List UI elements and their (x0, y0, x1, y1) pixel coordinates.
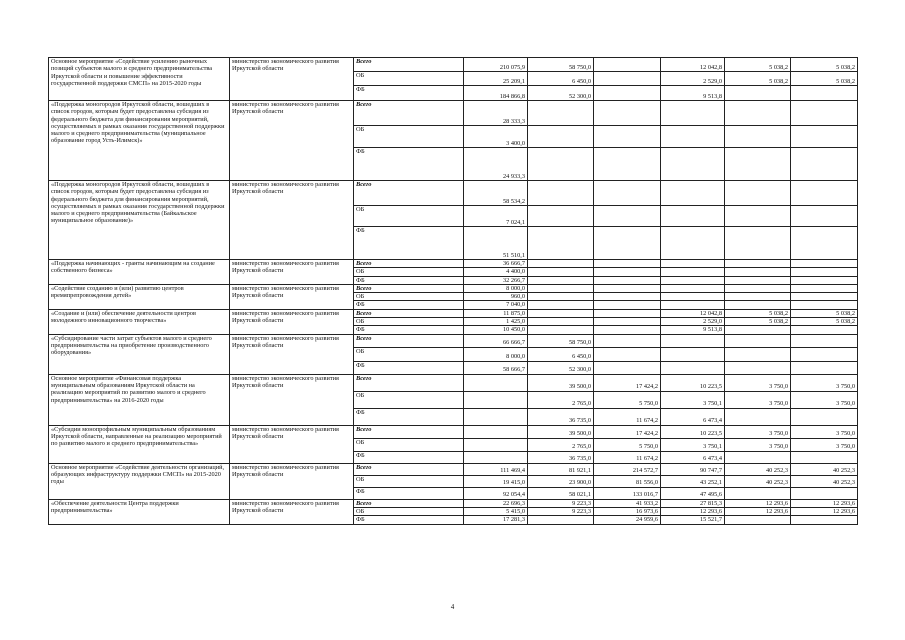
amount-cell (725, 227, 791, 260)
amount-cell (661, 334, 725, 347)
funding-source-cell: Всего (354, 58, 464, 72)
amount-cell: 9 513,8 (661, 86, 725, 101)
amount-cell (791, 284, 858, 292)
amount-cell (464, 408, 528, 425)
amount-cell (725, 516, 791, 524)
amount-cell: 3 750,1 (661, 391, 725, 408)
page-number: 4 (450, 603, 455, 611)
amount-cell (528, 293, 594, 301)
amount-cell (725, 293, 791, 301)
amount-cell: 960,0 (464, 293, 528, 301)
amount-cell: 11 674,2 (594, 408, 661, 425)
amount-cell: 16 973,6 (594, 507, 661, 515)
amount-cell: 32 266,7 (464, 276, 528, 284)
amount-cell: 10 450,0 (464, 326, 528, 334)
table-row (49, 463, 858, 475)
table-row (49, 425, 858, 438)
amount-cell (725, 451, 791, 463)
amount-cell: 3 750,0 (791, 438, 858, 451)
amount-cell: 81 921,1 (528, 463, 594, 475)
funding-source-cell: ОБ (354, 391, 464, 408)
amount-cell: 40 252,3 (725, 463, 791, 475)
amount-cell: 15 521,7 (661, 516, 725, 524)
amount-cell: 3 750,0 (725, 425, 791, 438)
amount-cell (594, 284, 661, 292)
amount-cell (464, 425, 528, 438)
measure-name-cell: Основное мероприятие «Финансовая поддержка муниципальным образованиям Иркутской области на реализацию мероприятий по развитию малого и среднего предпринимательства» на 2016-2020 годы (49, 374, 230, 425)
amount-cell: 6 473,4 (661, 451, 725, 463)
amount-cell (594, 361, 661, 374)
funding-source-cell: ФБ (354, 227, 464, 260)
amount-cell: 4 400,0 (464, 268, 528, 276)
amount-cell: 5 038,2 (725, 309, 791, 317)
amount-cell (594, 101, 661, 126)
amount-cell: 12 042,8 (661, 58, 725, 72)
measure-name-cell: «Содействие созданию и (или) развитию центров времяпрепровождения детей» (49, 284, 230, 309)
amount-cell (725, 260, 791, 268)
amount-cell (661, 101, 725, 126)
amount-cell (791, 301, 858, 309)
amount-cell: 43 252,1 (661, 475, 725, 487)
amount-cell (528, 268, 594, 276)
amount-cell (791, 268, 858, 276)
amount-cell: 52 300,0 (528, 86, 594, 101)
funding-source-cell: ОБ (354, 475, 464, 487)
amount-cell (791, 148, 858, 181)
amount-cell: 6 473,4 (661, 408, 725, 425)
budget-table-sheet (48, 57, 857, 525)
executor-cell: министерство экономического развития Иркутской области (230, 374, 354, 425)
amount-cell (725, 181, 791, 206)
amount-cell: 1 425,0 (464, 318, 528, 326)
amount-cell (661, 126, 725, 148)
executor-cell: министерство экономического развития Иркутской области (230, 425, 354, 463)
amount-cell (791, 516, 858, 524)
amount-cell (594, 58, 661, 72)
amount-cell (594, 126, 661, 148)
amount-cell (791, 293, 858, 301)
amount-cell (661, 268, 725, 276)
amount-cell: 39 500,0 (528, 425, 594, 438)
executor-cell: министерство экономического развития Иркутской области (230, 181, 354, 260)
amount-cell (791, 347, 858, 361)
measure-name-cell: «Поддержка моногородов Иркутской области, вошедших в список городов, которым будет предоставлена субсидия из федерального бюджета для финансирования мероприятий, осуществляемых в рамках оказания государственной поддержки малого и среднего предпринимательства (муниципальное образование город Усть-Илимск)» (49, 101, 230, 181)
measure-name-cell: «Поддержка начинающих - гранты начинающим на создание собственного бизнеса» (49, 260, 230, 285)
amount-cell: 12 293,6 (661, 507, 725, 515)
amount-cell (594, 260, 661, 268)
funding-source-cell: ОБ (354, 318, 464, 326)
amount-cell (661, 148, 725, 181)
amount-cell: 3 750,0 (725, 374, 791, 391)
amount-cell: 5 038,2 (725, 318, 791, 326)
amount-cell (725, 126, 791, 148)
amount-cell: 23 900,0 (528, 475, 594, 487)
amount-cell: 3 750,1 (661, 438, 725, 451)
funding-source-cell: Всего (354, 463, 464, 475)
funding-source-cell: ОБ (354, 206, 464, 227)
budget-table (48, 57, 858, 525)
executor-cell: министерство экономического развития Иркутской области (230, 58, 354, 101)
executor-cell: министерство экономического развития Иркутской области (230, 284, 354, 309)
amount-cell (725, 334, 791, 347)
amount-cell: 58 750,0 (528, 58, 594, 72)
amount-cell: 10 223,5 (661, 374, 725, 391)
amount-cell: 184 866,8 (464, 86, 528, 101)
amount-cell: 5 038,2 (791, 318, 858, 326)
amount-cell (528, 318, 594, 326)
table-row (49, 499, 858, 507)
amount-cell (464, 438, 528, 451)
funding-source-cell: ОБ (354, 293, 464, 301)
funding-source-cell: ФБ (354, 86, 464, 101)
amount-cell: 36 735,0 (528, 408, 594, 425)
amount-cell: 40 252,3 (791, 463, 858, 475)
amount-cell: 92 054,4 (464, 487, 528, 499)
executor-cell: министерство экономического развития Иркутской области (230, 309, 354, 334)
amount-cell (594, 227, 661, 260)
amount-cell: 36 666,7 (464, 260, 528, 268)
amount-cell (791, 101, 858, 126)
amount-cell (594, 86, 661, 101)
amount-cell: 111 469,4 (464, 463, 528, 475)
amount-cell (791, 326, 858, 334)
measure-name-cell: «Обеспечение деятельности Центра поддержки предпринимательства» (49, 499, 230, 524)
funding-source-cell: ОБ (354, 268, 464, 276)
amount-cell: 5 750,0 (594, 391, 661, 408)
amount-cell (725, 284, 791, 292)
amount-cell: 36 735,0 (528, 451, 594, 463)
amount-cell: 22 696,3 (464, 499, 528, 507)
amount-cell: 3 750,0 (791, 425, 858, 438)
amount-cell (725, 86, 791, 101)
funding-source-cell: ФБ (354, 361, 464, 374)
amount-cell (791, 334, 858, 347)
amount-cell: 66 666,7 (464, 334, 528, 347)
table-row (49, 284, 858, 292)
executor-cell: министерство экономического развития Иркутской области (230, 101, 354, 181)
amount-cell (791, 451, 858, 463)
amount-cell (661, 206, 725, 227)
amount-cell: 39 500,0 (528, 374, 594, 391)
executor-cell: министерство экономического развития Иркутской области (230, 463, 354, 499)
amount-cell: 27 815,3 (661, 499, 725, 507)
amount-cell (528, 181, 594, 206)
funding-source-cell: ФБ (354, 408, 464, 425)
amount-cell: 2 529,0 (661, 72, 725, 86)
amount-cell (725, 361, 791, 374)
amount-cell (528, 516, 594, 524)
amount-cell: 12 293,6 (791, 499, 858, 507)
amount-cell (528, 148, 594, 181)
amount-cell (594, 148, 661, 181)
amount-cell (594, 334, 661, 347)
amount-cell (725, 276, 791, 284)
funding-source-cell: ФБ (354, 276, 464, 284)
amount-cell (594, 293, 661, 301)
amount-cell: 12 042,8 (661, 309, 725, 317)
amount-cell: 41 933,2 (594, 499, 661, 507)
amount-cell (791, 408, 858, 425)
amount-cell (594, 181, 661, 206)
amount-cell (661, 293, 725, 301)
amount-cell (528, 126, 594, 148)
funding-source-cell: ОБ (354, 438, 464, 451)
measure-name-cell: «Поддержка моногородов Иркутской области, вошедших в список городов, которым будет предоставлена субсидия из федерального бюджета для финансирования мероприятий, осуществляемых в рамках оказания государственной поддержки малого и среднего предпринимательства (Байкальское муниципальное образование)» (49, 181, 230, 260)
amount-cell (791, 181, 858, 206)
funding-source-cell: Всего (354, 499, 464, 507)
table-row (49, 260, 858, 268)
amount-cell (594, 326, 661, 334)
amount-cell: 7 024,1 (464, 206, 528, 227)
amount-cell: 52 300,0 (528, 361, 594, 374)
amount-cell (528, 206, 594, 227)
amount-cell (661, 284, 725, 292)
amount-cell: 2 765,0 (528, 438, 594, 451)
amount-cell (528, 260, 594, 268)
amount-cell: 7 040,0 (464, 301, 528, 309)
table-row (49, 101, 858, 126)
amount-cell (725, 206, 791, 227)
funding-source-cell: ФБ (354, 148, 464, 181)
amount-cell (528, 326, 594, 334)
amount-cell: 8 000,0 (464, 284, 528, 292)
amount-cell (791, 260, 858, 268)
amount-cell: 6 450,0 (528, 347, 594, 361)
amount-cell: 24 959,6 (594, 516, 661, 524)
amount-cell (528, 284, 594, 292)
amount-cell (594, 318, 661, 326)
amount-cell (791, 487, 858, 499)
amount-cell (661, 301, 725, 309)
amount-cell: 81 556,0 (594, 475, 661, 487)
amount-cell: 5 038,2 (725, 58, 791, 72)
amount-cell (725, 326, 791, 334)
amount-cell: 3 750,0 (725, 391, 791, 408)
amount-cell: 11 875,0 (464, 309, 528, 317)
funding-source-cell: ФБ (354, 301, 464, 309)
amount-cell (594, 206, 661, 227)
measure-name-cell: «Субсидии монопрофильным муниципальным образованиям Иркутской области, направленные на реализацию мероприятий по развитию малого и среднего предпринимательства» (49, 425, 230, 463)
amount-cell (594, 276, 661, 284)
amount-cell (594, 268, 661, 276)
funding-source-cell: ФБ (354, 326, 464, 334)
amount-cell (791, 361, 858, 374)
amount-cell: 58 021,1 (528, 487, 594, 499)
funding-source-cell: ФБ (354, 487, 464, 499)
amount-cell (725, 347, 791, 361)
amount-cell (725, 268, 791, 276)
amount-cell (464, 391, 528, 408)
executor-cell: министерство экономического развития Иркутской области (230, 499, 354, 524)
amount-cell: 9 513,8 (661, 326, 725, 334)
amount-cell: 5 415,0 (464, 507, 528, 515)
amount-cell: 8 000,0 (464, 347, 528, 361)
amount-cell: 17 424,2 (594, 374, 661, 391)
amount-cell (725, 101, 791, 126)
amount-cell (661, 276, 725, 284)
amount-cell: 10 223,5 (661, 425, 725, 438)
amount-cell: 133 016,7 (594, 487, 661, 499)
amount-cell: 5 750,0 (594, 438, 661, 451)
amount-cell: 3 400,0 (464, 126, 528, 148)
funding-source-cell: ОБ (354, 72, 464, 86)
funding-source-cell: Всего (354, 425, 464, 438)
executor-cell: министерство экономического развития Иркутской области (230, 334, 354, 374)
amount-cell (725, 148, 791, 181)
amount-cell (791, 276, 858, 284)
amount-cell: 17 424,2 (594, 425, 661, 438)
funding-source-cell: Всего (354, 101, 464, 126)
table-row (49, 58, 858, 72)
amount-cell: 3 750,0 (791, 374, 858, 391)
table-row (49, 334, 858, 347)
amount-cell (725, 301, 791, 309)
table-row (49, 374, 858, 391)
table-row (49, 309, 858, 317)
amount-cell: 12 293,6 (725, 507, 791, 515)
amount-cell (464, 374, 528, 391)
measure-name-cell: Основное мероприятие «Содействие усилению рыночных позиций субъектов малого и среднего предпринимательства Иркутской области и повышение эффективности государственной поддержки СМСП» на 2015-2020 годы (49, 58, 230, 101)
amount-cell (661, 260, 725, 268)
amount-cell: 90 747,7 (661, 463, 725, 475)
funding-source-cell: Всего (354, 374, 464, 391)
amount-cell (528, 301, 594, 309)
executor-cell: министерство экономического развития Иркутской области (230, 260, 354, 285)
funding-source-cell: Всего (354, 260, 464, 268)
amount-cell: 40 252,3 (791, 475, 858, 487)
amount-cell (594, 72, 661, 86)
amount-cell: 12 293,6 (725, 499, 791, 507)
funding-source-cell: Всего (354, 334, 464, 347)
amount-cell (791, 206, 858, 227)
amount-cell (661, 227, 725, 260)
funding-source-cell: ФБ (354, 516, 464, 524)
amount-cell: 58 534,2 (464, 181, 528, 206)
funding-source-cell: ОБ (354, 507, 464, 515)
amount-cell: 12 293,6 (791, 507, 858, 515)
measure-name-cell: Основное мероприятие «Содействие деятельности организаций, образующих инфраструктуру поддержки СМСП» на 2015-2020 годы (49, 463, 230, 499)
amount-cell: 58 750,0 (528, 334, 594, 347)
budget-table-body (49, 58, 858, 525)
funding-source-cell: Всего (354, 284, 464, 292)
funding-source-cell: ОБ (354, 347, 464, 361)
amount-cell (594, 301, 661, 309)
amount-cell: 47 495,6 (661, 487, 725, 499)
amount-cell (791, 86, 858, 101)
amount-cell (725, 408, 791, 425)
amount-cell: 51 510,1 (464, 227, 528, 260)
amount-cell (725, 487, 791, 499)
amount-cell: 6 450,0 (528, 72, 594, 86)
amount-cell: 58 666,7 (464, 361, 528, 374)
measure-name-cell: «Субсидирование части затрат субъектов малого и среднего предпринимательства на приобретение производственного оборудования» (49, 334, 230, 374)
funding-source-cell: ФБ (354, 451, 464, 463)
amount-cell (594, 309, 661, 317)
amount-cell: 5 038,2 (791, 72, 858, 86)
amount-cell: 3 750,0 (725, 438, 791, 451)
amount-cell: 40 252,3 (725, 475, 791, 487)
amount-cell: 210 075,9 (464, 58, 528, 72)
amount-cell (661, 347, 725, 361)
amount-cell: 9 223,3 (528, 507, 594, 515)
amount-cell: 28 333,3 (464, 101, 528, 126)
amount-cell (594, 347, 661, 361)
amount-cell: 17 281,3 (464, 516, 528, 524)
amount-cell: 24 933,3 (464, 148, 528, 181)
amount-cell: 5 038,2 (791, 58, 858, 72)
amount-cell: 214 572,7 (594, 463, 661, 475)
amount-cell (791, 227, 858, 260)
amount-cell: 2 529,0 (661, 318, 725, 326)
amount-cell (661, 361, 725, 374)
amount-cell: 5 038,2 (725, 72, 791, 86)
funding-source-cell: Всего (354, 309, 464, 317)
measure-name-cell: «Создание и (или) обеспечение деятельности центров молодежного инновационного творчества» (49, 309, 230, 334)
funding-source-cell: ОБ (354, 126, 464, 148)
amount-cell: 5 038,2 (791, 309, 858, 317)
amount-cell: 9 223,3 (528, 499, 594, 507)
amount-cell (791, 126, 858, 148)
amount-cell (464, 451, 528, 463)
amount-cell: 25 209,1 (464, 72, 528, 86)
amount-cell (661, 181, 725, 206)
amount-cell (528, 276, 594, 284)
amount-cell (528, 101, 594, 126)
table-row (49, 181, 858, 206)
funding-source-cell: Всего (354, 181, 464, 206)
amount-cell: 11 674,2 (594, 451, 661, 463)
amount-cell (528, 227, 594, 260)
amount-cell: 2 765,0 (528, 391, 594, 408)
amount-cell: 19 415,0 (464, 475, 528, 487)
amount-cell (528, 309, 594, 317)
amount-cell: 3 750,0 (791, 391, 858, 408)
